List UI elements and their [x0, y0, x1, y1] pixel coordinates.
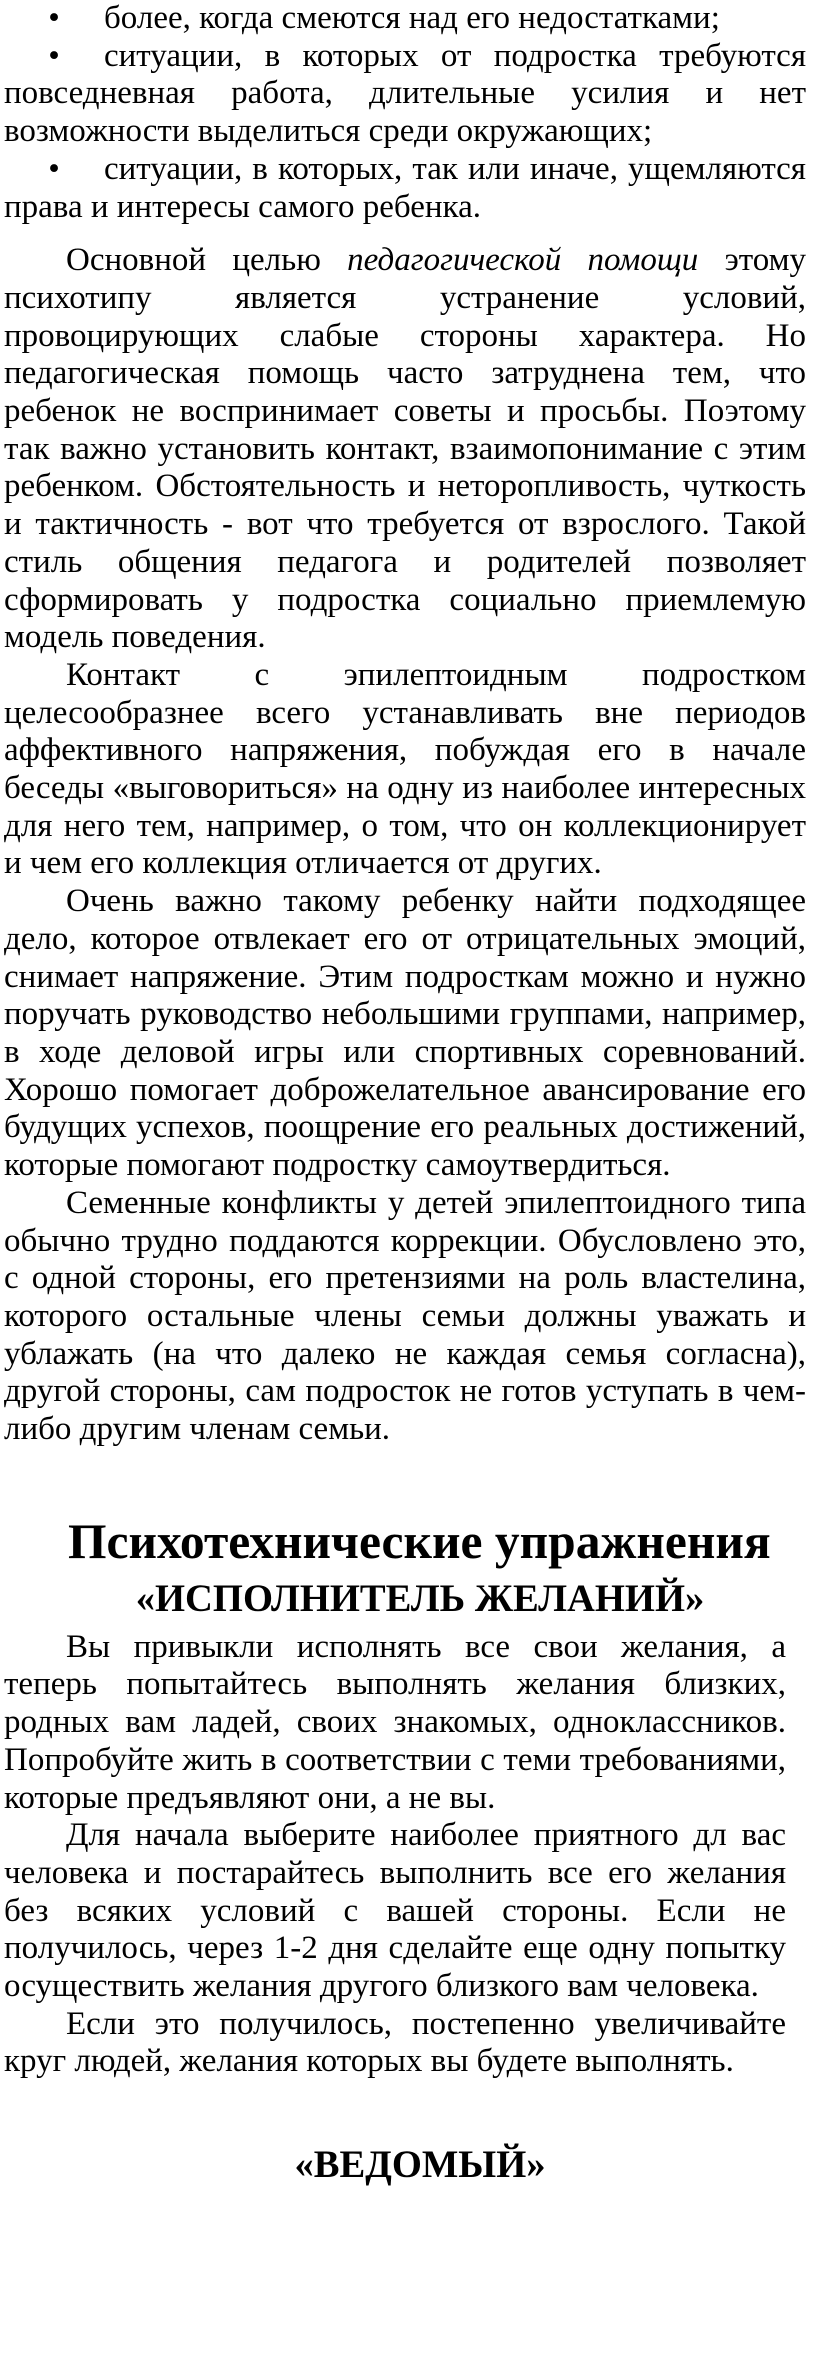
bullet-dot-icon: • [48, 0, 60, 36]
paragraph-activity: Очень важно такому ребенку найти подходящее дело, которое отвлекает его от отрицательных эмоций, снимает напряжение. Этим подросткам можно и нужно поручать руководство небольшими группами, например, в ходе деловой игры или спортивных соревнований. Хорошо помогает доброжелательное авансирование его будущих успехов, поощрение его реальных достижений, которые помогают подростку самоутвердиться. [4, 883, 806, 1184]
paragraph-contact: Контакт с эпилептоидным подростком целесообразнее всего устанавливать вне периодов аффективного напряжения, побуждая его в начале беседы «выговориться» на одну из наиболее интересных для него тем, например, о том, что он коллекционирует и чем его коллекция отличается от других. [4, 656, 806, 882]
exercise-body [4, 1629, 806, 2081]
bullet-text: более, когда смеются над его недостатками; [104, 0, 720, 36]
bullet-dot-icon: • [48, 37, 60, 74]
exercise-paragraph: Вы привыкли исполнять все свои желания, а теперь попытайтесь выполнять желания близких, родных вам ладей, своих знакомых, одноклассников. Попробуйте жить в соответствии с теми требованиями, которые предъявляют они, а не вы. [4, 1628, 786, 1816]
main-paragraph-start: Основной целью [66, 242, 348, 279]
bullet-text: ситуации, в которых, так или иначе, ущемляются права и интересы самого ребенка. [4, 150, 806, 225]
section-heading: Психотехнические упражнения [68, 1513, 771, 1569]
bullet-dot-icon: • [48, 150, 60, 187]
bullet-item-1 [4, 0, 806, 38]
bullet-item-3 [4, 151, 806, 226]
main-paragraph-emphasis: педагогической помощи [347, 242, 699, 279]
bullet-item-2 [4, 38, 806, 151]
main-paragraph [4, 242, 806, 657]
spacer [4, 2081, 806, 2141]
exercise-title-2: «ВЕДОМЫЙ» [294, 2144, 546, 2187]
exercise-paragraph: Для начала выберите наиболее приятного дл вас человека и постарайтесь выполнить все его желания без всяких условий с вашей стороны. Если не получилось, через 1-2 дня сделайте еще одну попытку осуществить желания другого близкого вам человека. [4, 1817, 786, 2005]
main-paragraph-rest: этому психотипу является устранение условий, провоцирующих слабые стороны характера. Но педагогическая помощь часто затруднена тем, что ребенок не воспринимает советы и просьбы. Поэтому так важно установить контакт, взаимопонимание с этим ребенком. Обстоятельность и неторопливость, чуткость и тактичность - вот что требуется от взрослого. Такой стиль общения педагога и родителей позволяет сформировать у подростка социально приемлемую модель поведения. [4, 242, 806, 656]
spacer [4, 1449, 806, 1519]
paragraph-family-conflicts: Семенные конфликты у детей эпилептоидного типа обычно трудно поддаются коррекции. Обусловлено это, с одной стороны, его претензиями на роль властелина, которого остальные члены семьи должны уважать и ублажать (на что далеко не каждая семья согласна), другой стороны, сам подросток не готов уступать в чем-либо другим членам семьи. [4, 1184, 806, 1448]
exercise-title: «ИСПОЛНИТЕЛЬ ЖЕЛАНИЙ» [135, 1577, 705, 1620]
bullet-text: ситуации, в которых от подростка требуются повседневная работа, длительные усилия и нет возможности выделиться среди окружающих; [4, 37, 806, 150]
exercise-paragraph: Если это получилось, постепенно увеличивайте круг людей, желания которых вы будете выполнять. [4, 2005, 786, 2080]
spacer [4, 226, 806, 242]
